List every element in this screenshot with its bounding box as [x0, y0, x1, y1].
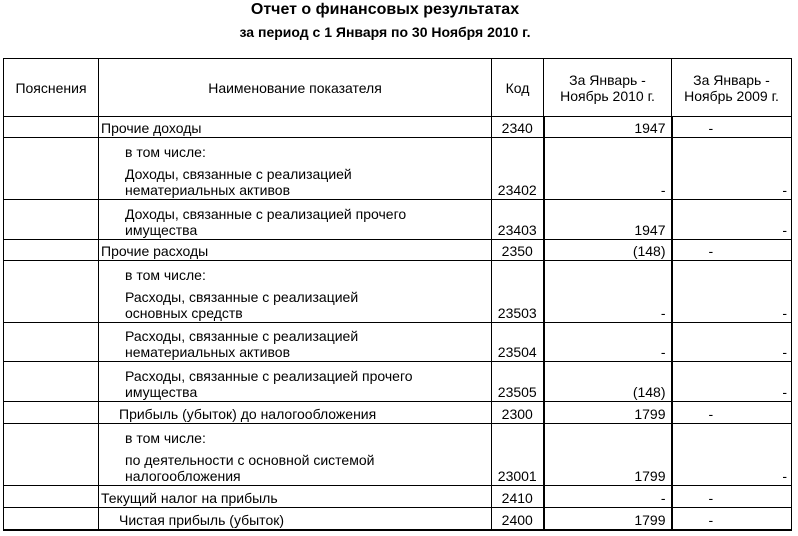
table-row — [4, 486, 792, 508]
row-code-cell: 23505 — [492, 362, 544, 402]
row-code-cell: 23402 — [492, 138, 544, 200]
row-previous-value: - — [672, 486, 792, 508]
row-name-line: налогообложения — [125, 468, 241, 484]
row-code-cell: 2300 — [492, 402, 544, 424]
table-row — [4, 261, 792, 323]
row-notes-cell — [4, 362, 99, 402]
header-current-period — [544, 59, 672, 117]
row-name-line: Чистая прибыль (убыток) — [119, 511, 285, 528]
row-code-cell: 2340 — [492, 117, 544, 138]
row-current-value: 1799 — [544, 424, 672, 486]
row-notes-cell — [4, 261, 99, 323]
row-previous-value: - — [672, 261, 792, 323]
header-notes: Пояснения — [4, 59, 99, 117]
table-row — [4, 200, 792, 240]
row-code-cell: 23504 — [492, 323, 544, 362]
row-name-line: в том числе: — [125, 267, 206, 283]
row-previous-value: - — [672, 424, 792, 486]
header-code: Код — [492, 59, 544, 117]
row-previous-value: - — [672, 117, 792, 138]
report-subtitle: за период с 1 Января по 30 Ноября 2010 г. — [239, 24, 531, 40]
row-name-line: Расходы, связанные с реализацией прочего — [125, 368, 413, 384]
row-name-line: в том числе: — [125, 144, 206, 160]
row-current-value: (148) — [544, 362, 672, 402]
financial-results-table — [3, 58, 792, 531]
table-row — [4, 117, 792, 138]
row-name-cell — [99, 508, 492, 530]
row-previous-value: - — [672, 200, 792, 240]
row-name-line: Прибыль (убыток) до налогообложения — [119, 406, 377, 422]
row-notes-cell — [4, 508, 99, 530]
row-code-cell: 2400 — [492, 508, 544, 530]
row-notes-cell — [4, 200, 99, 240]
row-current-value: - — [544, 138, 672, 200]
row-name-line: нематериальных активов — [125, 344, 291, 360]
row-current-value: (148) — [544, 240, 672, 261]
row-name-line: основных средств — [125, 305, 243, 321]
row-name-cell — [99, 261, 492, 323]
row-previous-value: - — [672, 323, 792, 362]
row-notes-cell — [4, 117, 99, 138]
row-name-cell — [99, 424, 492, 486]
row-code-cell: 23001 — [492, 424, 544, 486]
table-row — [4, 402, 792, 424]
row-name-line: нематериальных активов — [125, 182, 291, 198]
row-name-line: Текущий налог на прибыль — [101, 490, 278, 506]
row-previous-value: - — [672, 508, 792, 530]
row-previous-value: - — [672, 362, 792, 402]
row-name-cell — [99, 200, 492, 240]
header-current-line: Ноябрь 2010 г. — [560, 87, 655, 104]
row-name-line: Прочие расходы — [101, 243, 209, 259]
row-name-cell — [99, 138, 492, 200]
row-notes-cell — [4, 486, 99, 508]
row-name-line: имущества — [125, 222, 198, 238]
row-name-cell — [99, 402, 492, 424]
row-previous-value: - — [672, 138, 792, 200]
row-current-value: 1799 — [544, 508, 672, 530]
row-current-value: - — [544, 261, 672, 323]
row-notes-cell — [4, 424, 99, 486]
table-row — [4, 362, 792, 402]
header-previous-period — [672, 59, 792, 117]
row-notes-cell — [4, 323, 99, 362]
header-current-line: За Январь - — [569, 71, 646, 88]
row-name-line: Прочие доходы — [101, 120, 202, 136]
row-name-line: Расходы, связанные с реализацией — [125, 328, 359, 344]
header-previous-line: За Январь - — [693, 71, 770, 88]
row-name-line: Доходы, связанные с реализацией — [125, 166, 352, 182]
row-name-line: Доходы, связанные с реализацией прочего — [125, 206, 407, 222]
row-notes-cell — [4, 138, 99, 200]
row-name-cell — [99, 362, 492, 402]
row-current-value: 1947 — [544, 117, 672, 138]
report-title: Отчет о финансовых результатах — [250, 1, 520, 18]
row-code-cell: 23403 — [492, 200, 544, 240]
row-name-cell — [99, 240, 492, 261]
row-notes-cell — [4, 402, 99, 424]
header-previous-line: Ноябрь 2009 г. — [684, 87, 779, 104]
row-name-line: имущества — [125, 384, 198, 400]
table-row — [4, 424, 792, 486]
row-name-cell — [99, 486, 492, 508]
table-row — [4, 240, 792, 261]
row-name-cell — [99, 117, 492, 138]
row-current-value: 1799 — [544, 402, 672, 424]
table-row — [4, 508, 792, 530]
row-name-cell — [99, 323, 492, 362]
row-name-line: в том числе: — [125, 430, 206, 446]
row-code-cell: 23503 — [492, 261, 544, 323]
row-previous-value: - — [672, 240, 792, 261]
row-name-line: Расходы, связанные с реализацией — [125, 289, 359, 305]
row-current-value: - — [544, 323, 672, 362]
row-current-value: - — [544, 486, 672, 508]
row-notes-cell — [4, 240, 99, 261]
table-row — [4, 138, 792, 200]
row-code-cell: 2350 — [492, 240, 544, 261]
table-row — [4, 323, 792, 362]
row-name-line: по деятельности с основной системой — [125, 452, 375, 468]
row-previous-value: - — [672, 402, 792, 424]
row-code-cell: 2410 — [492, 486, 544, 508]
header-name: Наименование показателя — [99, 59, 492, 117]
row-current-value: 1947 — [544, 200, 672, 240]
